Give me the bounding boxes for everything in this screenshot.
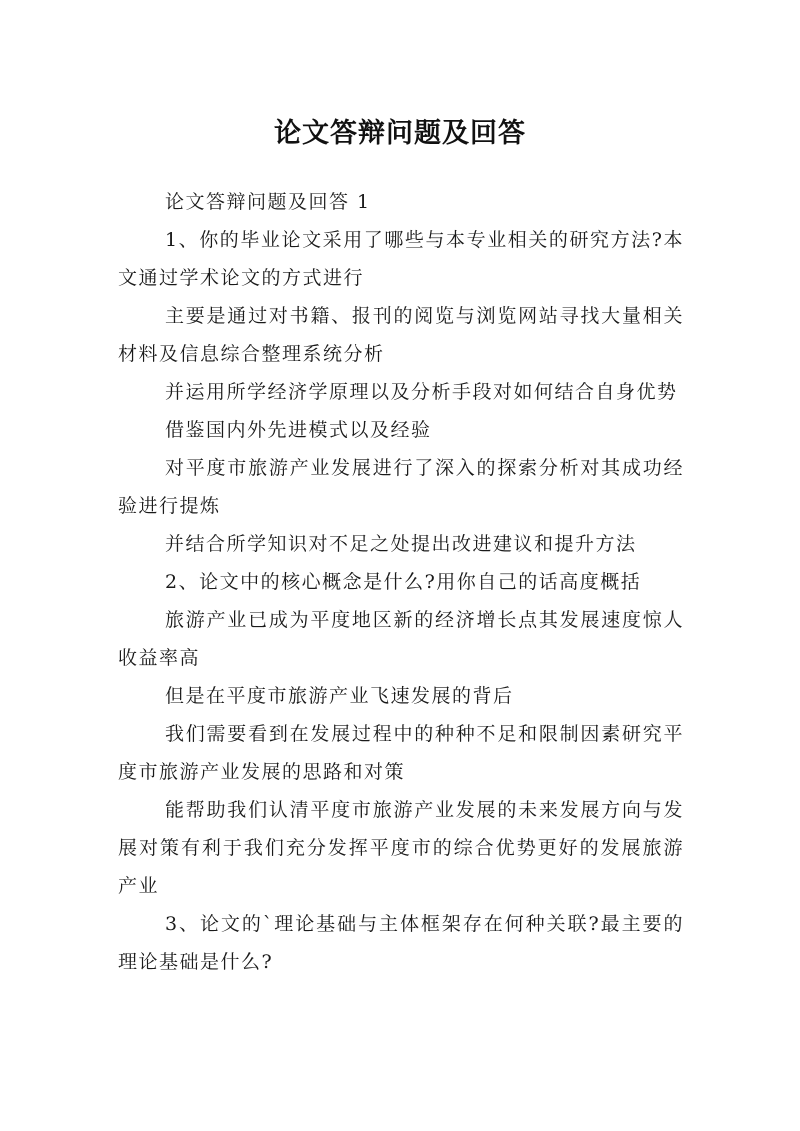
paragraph-question-1: 1、你的毕业论文采用了哪些与本专业相关的研究方法?本文通过学术论文的方式进行 bbox=[118, 229, 684, 289]
paragraph: 能帮助我们认清平度市旅游产业发展的未来发展方向与发展对策有利于我们充分发挥平度市的综合优势更好的发展旅游产业 bbox=[118, 799, 684, 897]
paragraph: 主要是通过对书籍、报刊的阅览与浏览网站寻找大量相关材料及信息综合整理系统分析 bbox=[118, 305, 684, 365]
paragraph: 并结合所学知识对不足之处提出改进建议和提升方法 bbox=[165, 533, 637, 555]
paragraph: 对平度市旅游产业发展进行了深入的探索分析对其成功经验进行提炼 bbox=[118, 457, 684, 517]
paragraph-question-3: 3、论文的`理论基础与主体框架存在何种关联?最主要的理论基础是什么? bbox=[118, 913, 684, 973]
paragraph: 我们需要看到在发展过程中的种种不足和限制因素研究平度市旅游产业发展的思路和对策 bbox=[118, 723, 684, 783]
document-body bbox=[118, 183, 684, 981]
paragraph: 并运用所学经济学原理以及分析手段对如何结合自身优势 bbox=[165, 381, 678, 403]
paragraph-heading: 论文答辩问题及回答 1 bbox=[165, 191, 371, 213]
paragraph: 旅游产业已成为平度地区新的经济增长点其发展速度惊人收益率高 bbox=[118, 609, 684, 669]
paragraph: 但是在平度市旅游产业飞速发展的背后 bbox=[165, 685, 514, 707]
paragraph-question-2: 2、论文中的核心概念是什么?用你自己的话高度概括 bbox=[165, 571, 642, 593]
paragraph: 借鉴国内外先进模式以及经验 bbox=[165, 419, 432, 441]
document-title: 论文答辩问题及回答 bbox=[274, 118, 526, 150]
